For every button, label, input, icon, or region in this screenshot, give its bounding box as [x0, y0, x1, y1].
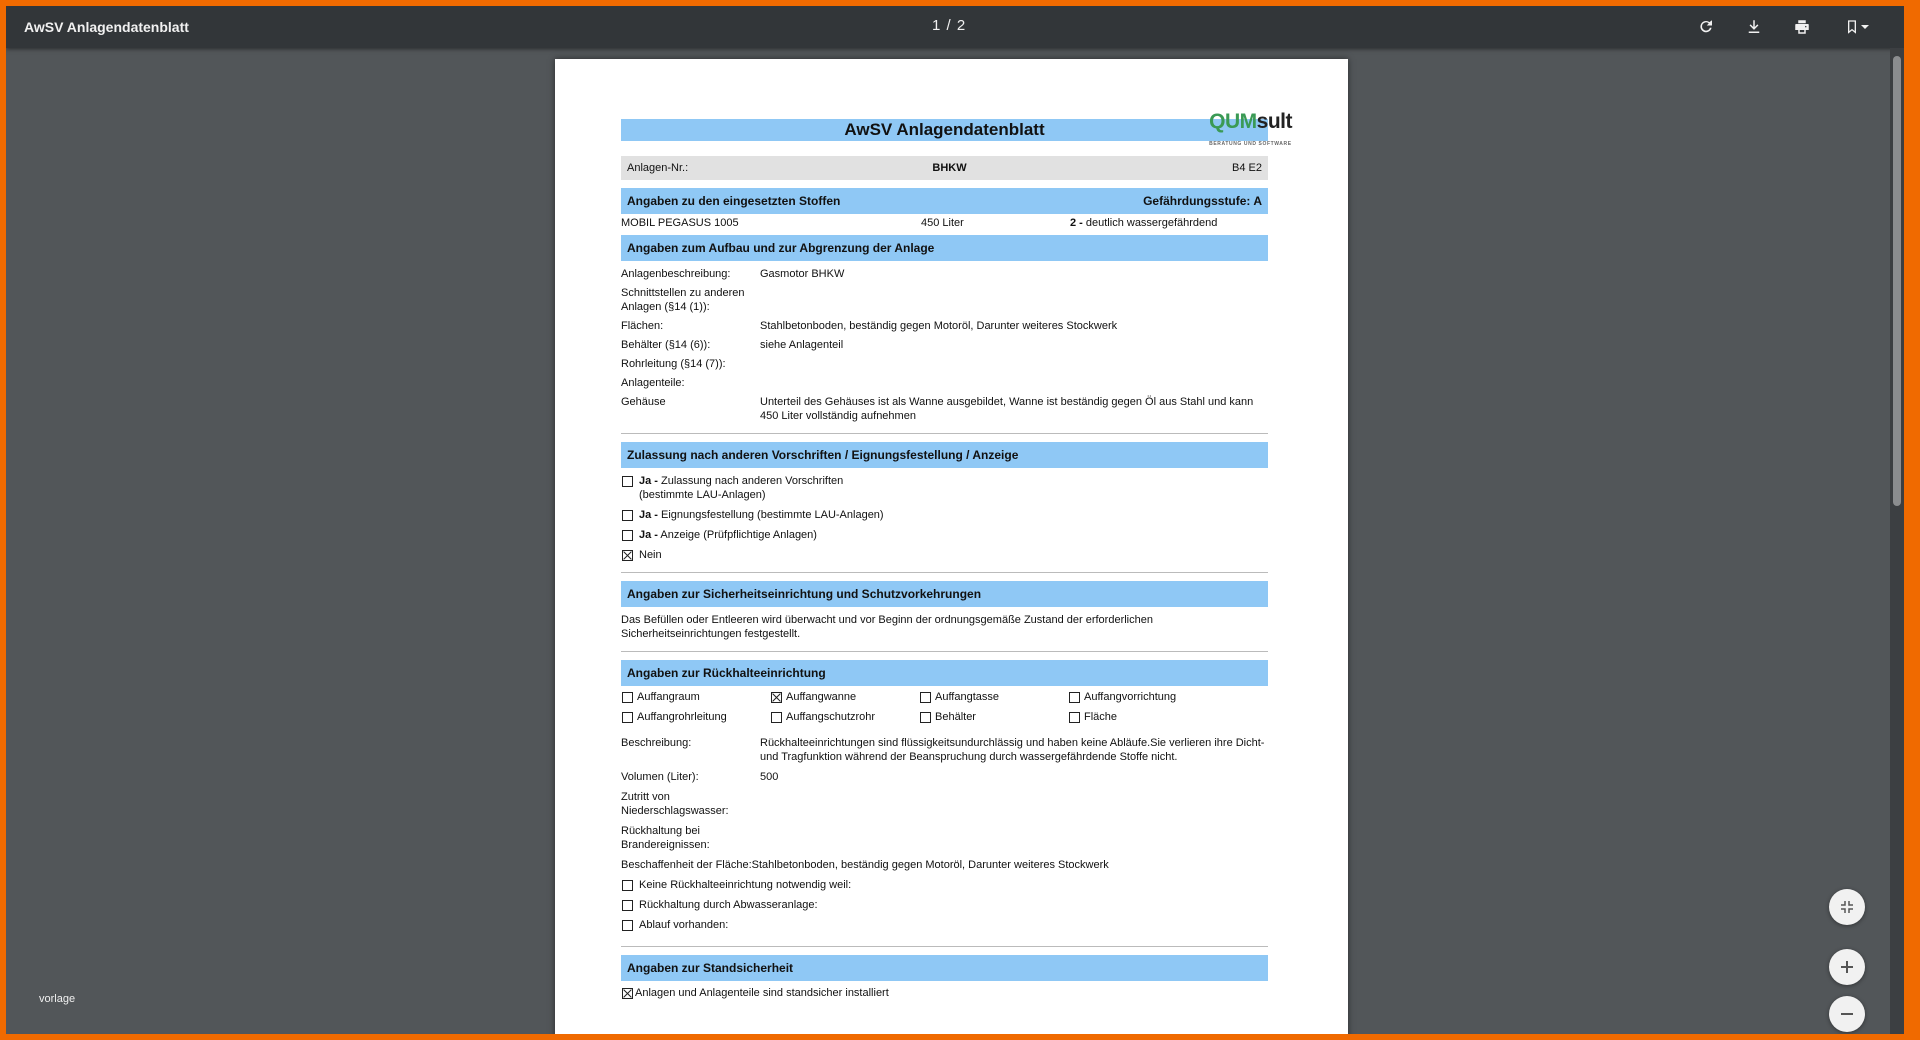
stand-option [621, 986, 1268, 1000]
checkbox [622, 510, 633, 521]
kv-row [621, 395, 1268, 423]
option-label: Zulassung nach anderen Vorschriften (bestimmte LAU-Anlagen) [639, 475, 844, 501]
rueckhalte-option [919, 710, 1068, 724]
option-label: Behälter [935, 711, 976, 723]
option-label: Rückhaltung durch Abwasseranlage: [639, 899, 818, 911]
fit-page-button[interactable] [1829, 889, 1865, 925]
total-pages: 2 [956, 17, 967, 34]
zulassung-option [621, 528, 1268, 542]
kv-value: 500 [760, 771, 779, 783]
section-stoffe [621, 188, 1268, 214]
option-label: Eignungsfestellung (bestimmte LAU-Anlagen) [657, 509, 884, 521]
zoom-in-button[interactable] [1829, 949, 1865, 985]
page-separator: / [946, 17, 952, 34]
print-button[interactable] [1790, 15, 1814, 39]
kv-value: siehe Anlagenteil [760, 339, 844, 351]
aufbau-list [621, 267, 1268, 423]
section-rueckhalte [621, 660, 1268, 686]
ja-label: Ja - [639, 529, 658, 541]
kv-key: Gehäuse [621, 396, 666, 408]
bookmark-icon [1844, 18, 1860, 36]
kv-value: Unterteil des Gehäuses ist als Wanne ausgebildet, Wanne ist beständig gegen Öl aus Stahl und kann 450 Liter vollständig aufnehmen [760, 396, 1254, 422]
stoff-name: MOBIL PEGASUS 1005 [621, 217, 739, 229]
kv-row [621, 286, 1268, 314]
section-stoffe-title: Angaben zu den eingesetzten Stoffen [627, 194, 841, 208]
kv-key: Flächen: [621, 320, 664, 332]
checkbox [622, 712, 633, 723]
kv-row [621, 824, 1268, 852]
kv-key: Schnittstellen zu anderen Anlagen (§14 (1)): [621, 287, 745, 313]
option-label: Keine Rückhalteeinrichtung notwendig weil: [639, 879, 852, 891]
kv-key: Rückhaltung bei Brandereignissen: [621, 825, 710, 851]
option-label: Auffangtasse [935, 691, 1000, 703]
rotate-button[interactable] [1694, 15, 1718, 39]
kv-key: Behälter (§14 (6)): [621, 339, 711, 351]
kv-value [760, 376, 1268, 390]
company-logo [1209, 111, 1292, 155]
checkbox [622, 476, 633, 487]
zulassung-options [621, 474, 1268, 562]
rueckhalte-option [919, 690, 1068, 704]
kv-row [621, 790, 1268, 818]
checkbox [920, 712, 931, 723]
vertical-scrollbar[interactable] [1890, 48, 1904, 1034]
kv-row [621, 267, 1268, 281]
kv-value [760, 286, 1268, 314]
anlage-row [621, 156, 1268, 180]
stoff-menge: 450 Liter [921, 217, 964, 229]
stoff-wgk-num: 2 - [1070, 217, 1083, 229]
divider [621, 572, 1268, 573]
fit-page-icon [1839, 899, 1855, 915]
kv-key: Anlagenbeschreibung: [621, 268, 731, 280]
checkbox [622, 900, 633, 911]
option-label: Nein [639, 549, 662, 561]
section-standsicherheit [621, 955, 1268, 981]
kv-row [621, 858, 1268, 872]
kv-row [621, 319, 1268, 333]
kv-value [760, 357, 1268, 371]
checkbox [622, 692, 633, 703]
option-label: Auffangschutzrohr [786, 711, 876, 723]
download-button[interactable] [1742, 15, 1766, 39]
document-heading-text: AwSV Anlagendatenblatt [844, 120, 1045, 139]
option-label: Auffangwanne [786, 691, 857, 703]
logo-text-q: QUM [1209, 110, 1257, 133]
stoff-row [621, 214, 1268, 232]
document-content [621, 110, 1292, 1000]
pdf-page [555, 59, 1348, 1034]
rueckhalte-option [1068, 710, 1268, 724]
rueckhalte-option [1068, 690, 1268, 704]
rueckhalte-options [621, 684, 1268, 724]
minus-icon [1840, 1007, 1854, 1021]
checkbox [622, 880, 633, 891]
chevron-down-icon [1860, 22, 1870, 32]
rueckhalte-extra-option [621, 878, 1268, 892]
option-label: Anzeige (Prüfpflichtige Anlagen) [657, 529, 817, 541]
zulassung-option [621, 474, 1268, 502]
scrollbar-thumb[interactable] [1893, 56, 1901, 506]
checkbox [1069, 712, 1080, 723]
logo-text-rest: sult [1256, 110, 1292, 133]
checkbox [920, 692, 931, 703]
kv-value: Rückhalteeinrichtungen sind flüssigkeitsundurchlässig und haben keine Abläufe.Sie verlieren ihre Dicht-und Tragfunktion während der Beanspruchung durch wassergefährdende Stoffe nicht. [760, 737, 1265, 763]
viewer-toolbar [6, 6, 1904, 48]
option-label: Auffangrohrleitung [637, 711, 727, 723]
kv-row [621, 736, 1268, 764]
checkbox [1069, 692, 1080, 703]
rueckhalte-option [621, 690, 770, 704]
stoff-wgk-text: deutlich wassergefährdend [1082, 217, 1218, 229]
section-sicherheit [621, 581, 1268, 607]
rueckhalte-option [621, 710, 770, 724]
zoom-out-button[interactable] [1829, 996, 1865, 1032]
kv-key: Volumen (Liter): [621, 771, 699, 783]
rueckhalte-option [770, 690, 919, 704]
checkbox-checked [622, 550, 633, 561]
stoff-wgk [1070, 217, 1217, 229]
section-aufbau-title: Angaben zum Aufbau und zur Abgrenzung der Anlage [627, 241, 935, 255]
current-page[interactable]: 1 [932, 17, 942, 34]
zulassung-option [621, 548, 1268, 562]
section-standsicherheit-title: Angaben zur Standsicherheit [627, 961, 794, 975]
section-zulassung [621, 442, 1268, 468]
side-label: vorlage [39, 993, 76, 1005]
rueckhalte-option [770, 710, 919, 724]
divider [621, 433, 1268, 434]
option-label: Ablauf vorhanden: [639, 919, 729, 931]
checkbox-checked [622, 988, 633, 999]
kv-key: Zutritt von Niederschlagswasser: [621, 791, 729, 817]
plus-icon [1840, 960, 1854, 974]
anlage-label: Anlagen-Nr.: [627, 162, 689, 174]
bookmark-menu-button[interactable] [1839, 15, 1875, 39]
anlage-code: B4 E2 [1232, 162, 1262, 174]
rueckhalte-extra-option [621, 918, 1268, 932]
gefaehrdungsstufe: Gefährdungsstufe: A [1143, 194, 1262, 208]
anlage-name: BHKW [932, 162, 967, 174]
checkbox-checked [771, 692, 782, 703]
checkbox [771, 712, 782, 723]
section-sicherheit-title: Angaben zur Sicherheitseinrichtung und Schutzvorkehrungen [627, 587, 982, 601]
section-rueckhalte-title: Angaben zur Rückhalteeinrichtung [627, 666, 826, 680]
sicherheit-text: Das Befüllen oder Entleeren wird überwacht und vor Beginn der ordnungsgemäße Zustand der erforderlichen Sicherheitseinrichtungen festgestellt. [621, 614, 1153, 640]
checkbox [622, 530, 633, 541]
divider [621, 946, 1268, 947]
kv-row [621, 338, 1268, 352]
kv-key: Rohrleitung (§14 (7)): [621, 358, 726, 370]
document-title: AwSV Anlagendatenblatt [24, 19, 189, 35]
kv-key: Anlagenteile: [621, 377, 685, 389]
ja-label: Ja - [639, 509, 658, 521]
zulassung-option [621, 508, 1268, 522]
option-label: Fläche [1084, 711, 1118, 723]
print-icon [1793, 18, 1811, 36]
logo-subtitle: BERATUNG UND SOFTWARE [1209, 141, 1292, 147]
kv-value: Stahlbetonboden, beständig gegen Motoröl, Darunter weiteres Stockwerk [760, 320, 1118, 332]
option-label: Anlagen und Anlagenteile sind standsicher installiert [635, 987, 889, 999]
rotate-icon [1697, 18, 1715, 36]
download-icon [1745, 18, 1763, 36]
page-indicator [932, 17, 966, 34]
kv-row [621, 357, 1268, 371]
section-aufbau [621, 235, 1268, 261]
ja-label: Ja - [639, 475, 658, 487]
option-label: Auffangvorrichtung [1084, 691, 1177, 703]
rueckhalte-extra-option [621, 898, 1268, 912]
kv-value: Beschaffenheit der Fläche:Stahlbetonboden, beständig gegen Motoröl, Darunter weiteres Stockwerk [621, 859, 1109, 871]
kv-key: Beschreibung: [621, 737, 692, 749]
divider [621, 651, 1268, 652]
section-zulassung-title: Zulassung nach anderen Vorschriften / Eignungsfestellung / Anzeige [627, 448, 1019, 462]
option-label: Auffangraum [637, 691, 700, 703]
pdf-viewer [6, 6, 1904, 1034]
checkbox [622, 920, 633, 931]
kv-row [621, 770, 1268, 784]
kv-value: Gasmotor BHKW [760, 268, 845, 280]
document-heading [621, 110, 1292, 147]
kv-row [621, 376, 1268, 390]
